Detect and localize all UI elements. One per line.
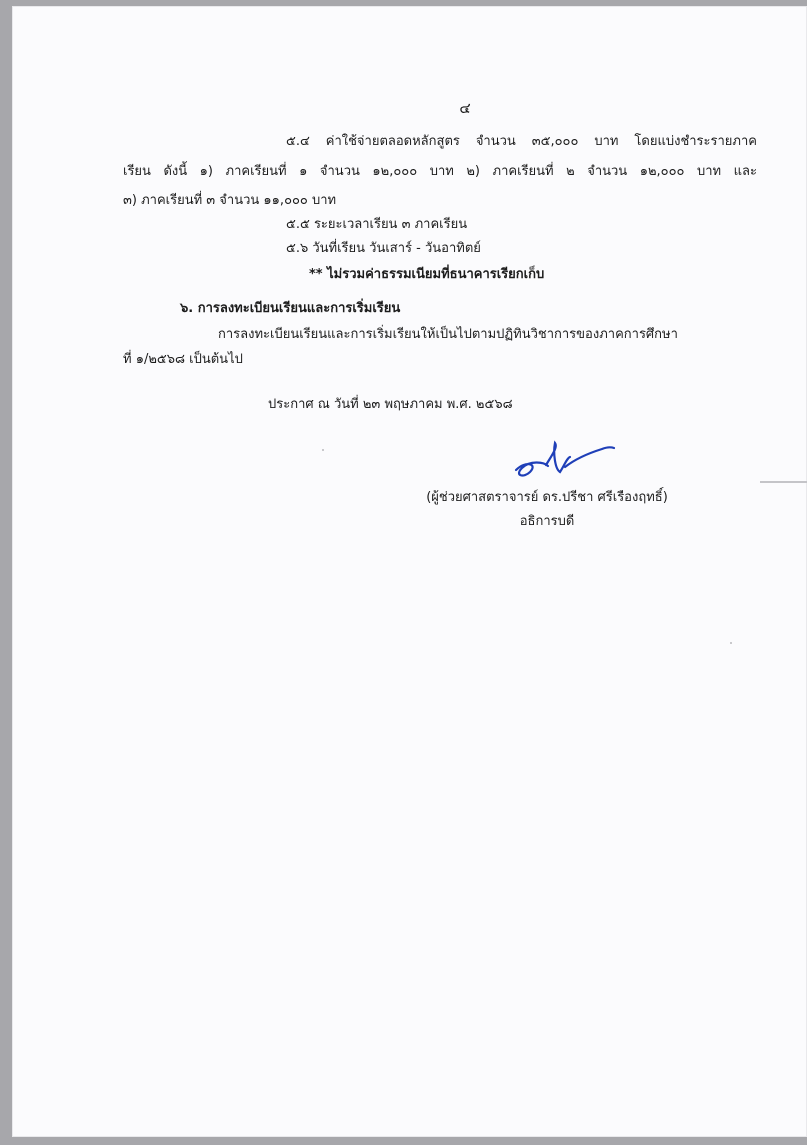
signature-image — [508, 439, 618, 489]
signatory-name: (ผู้ช่วยศาสตราจารย์ ดร.ปรีชา ศรีเรืองฤทธิ์) — [426, 490, 668, 505]
item-5-4-line-2: เรียน ดังนี้ ๑) ภาคเรียนที่ ๑ จำนวน ๑๒,๐๐๐ บาท ๒) ภาคเรียนที่ ๒ จำนวน ๑๒,๐๐๐ บาท และ — [123, 164, 757, 179]
document-page — [12, 6, 807, 1137]
page-number: ๔ — [459, 99, 471, 117]
signatory-title: อธิการบดี — [519, 514, 575, 529]
item-5-4-line-3: ๓) ภาคเรียนที่ ๓ จำนวน ๑๑,๐๐๐ บาท — [123, 193, 337, 208]
item-5-6: ๕.๖ วันที่เรียน วันเสาร์ - วันอาทิตย์ — [286, 241, 481, 256]
scan-speck — [322, 449, 324, 451]
item-5-5: ๕.๕ ระยะเวลาเรียน ๓ ภาคเรียน — [286, 217, 468, 232]
section-6-line-2: ที่ ๑/๒๕๖๘ เป็นต้นไป — [123, 352, 243, 367]
section-6-line-1: การลงทะเบียนเรียนและการเริ่มเรียนให้เป็นไปตามปฏิทินวิชาการของภาคการศึกษา — [218, 327, 678, 342]
item-5-4-line-1: ๕.๔ ค่าใช้จ่ายตลอดหลักสูตร จำนวน ๓๕,๐๐๐ บาท โดยแบ่งชำระรายภาค — [286, 134, 757, 149]
scan-speck — [730, 642, 732, 644]
scan-edge-mark — [760, 481, 807, 483]
section-6-heading: ๖. การลงทะเบียนเรียนและการเริ่มเรียน — [180, 301, 401, 316]
fee-note: ** ไม่รวมค่าธรรมเนียมที่ธนาคารเรียกเก็บ — [309, 267, 545, 282]
announcement-date: ประกาศ ณ วันที่ ๒๓ พฤษภาคม พ.ศ. ๒๕๖๘ — [268, 397, 513, 412]
